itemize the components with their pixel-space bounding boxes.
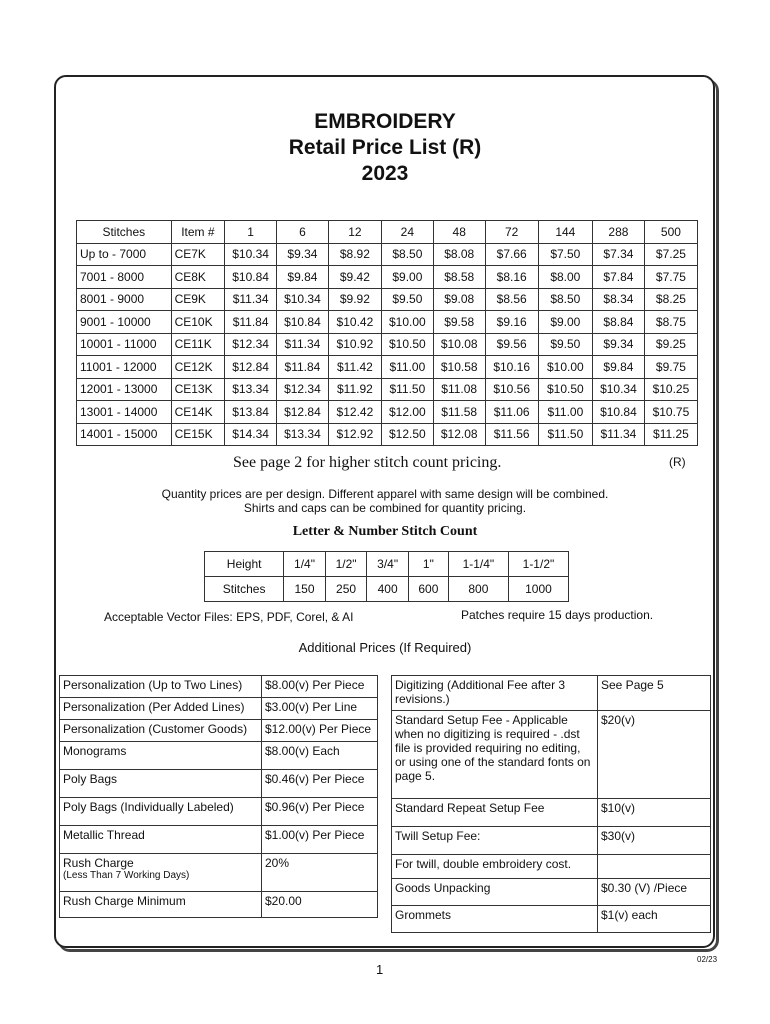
price-cell: $8.75 bbox=[644, 311, 697, 334]
price-item-label: Poly Bags bbox=[60, 770, 262, 798]
price-cell: $10.84 bbox=[593, 401, 645, 424]
price-item-label: Personalization (Up to Two Lines) bbox=[60, 676, 262, 698]
price-cell: $11.08 bbox=[433, 378, 485, 401]
price-cell: CE12K bbox=[171, 356, 225, 379]
price-cell: $11.92 bbox=[328, 378, 381, 401]
price-cell: $11.06 bbox=[485, 401, 538, 424]
table-row bbox=[77, 378, 698, 401]
price-cell: $7.25 bbox=[644, 243, 697, 266]
list-item bbox=[392, 855, 711, 879]
price-cell: $12.42 bbox=[328, 401, 381, 424]
price-cell: $8.92 bbox=[328, 243, 381, 266]
list-item bbox=[392, 879, 711, 906]
price-header-cell: Stitches bbox=[77, 221, 172, 244]
price-cell: $11.84 bbox=[277, 356, 329, 379]
price-cell: $10.00 bbox=[381, 311, 433, 334]
price-cell: $9.50 bbox=[381, 288, 433, 311]
price-cell: $11.34 bbox=[225, 288, 277, 311]
price-cell: $10.84 bbox=[277, 311, 329, 334]
price-cell: $11.56 bbox=[485, 423, 538, 446]
price-item-label: Personalization (Per Added Lines) bbox=[60, 698, 262, 720]
price-cell: $9.56 bbox=[485, 333, 538, 356]
price-cell: $7.75 bbox=[644, 266, 697, 289]
price-item-value: $1.00(v) Per Piece bbox=[262, 826, 378, 854]
price-item-value: $0.46(v) Per Piece bbox=[262, 770, 378, 798]
price-cell: $8.50 bbox=[538, 288, 592, 311]
quantity-note-2: Shirts and caps can be combined for quantity pricing. bbox=[243, 501, 527, 515]
table-row bbox=[77, 288, 698, 311]
rush-charge-label: Rush Charge bbox=[63, 856, 134, 870]
list-item bbox=[392, 676, 711, 711]
price-cell: $8.50 bbox=[381, 243, 433, 266]
price-item-label: Metallic Thread bbox=[60, 826, 262, 854]
price-cell: $8.84 bbox=[593, 311, 645, 334]
table-row bbox=[77, 356, 698, 379]
price-cell: $10.08 bbox=[433, 333, 485, 356]
price-cell: $10.84 bbox=[225, 266, 277, 289]
price-item-label: Twill Setup Fee: bbox=[392, 827, 598, 855]
price-item-label: Digitizing (Additional Fee after 3 revisions.) bbox=[392, 676, 598, 711]
list-item bbox=[60, 720, 378, 742]
price-cell: $10.50 bbox=[538, 378, 592, 401]
price-cell: $11.34 bbox=[593, 423, 645, 446]
price-item-value: $8.00(v) Per Piece bbox=[262, 676, 378, 698]
price-cell: CE14K bbox=[171, 401, 225, 424]
price-cell: $7.84 bbox=[593, 266, 645, 289]
price-header-cell: 1 bbox=[225, 221, 277, 244]
stitch-cell: 3/4" bbox=[367, 552, 409, 577]
price-cell: $11.58 bbox=[433, 401, 485, 424]
stitch-count-table bbox=[204, 551, 569, 602]
price-item-value bbox=[598, 855, 711, 879]
price-cell: $10.34 bbox=[593, 378, 645, 401]
price-cell: CE10K bbox=[171, 311, 225, 334]
table-row bbox=[77, 243, 698, 266]
price-item-label: For twill, double embroidery cost. bbox=[392, 855, 598, 879]
price-cell: $9.34 bbox=[277, 243, 329, 266]
price-cell: $13.34 bbox=[277, 423, 329, 446]
additional-prices-left bbox=[59, 675, 378, 918]
price-cell: $9.92 bbox=[328, 288, 381, 311]
stitch-cell: 1-1/4" bbox=[448, 552, 508, 577]
stitch-cell: 800 bbox=[448, 577, 508, 602]
price-item-value: 20% bbox=[262, 854, 378, 892]
price-item-value: $12.00(v) Per Piece bbox=[262, 720, 378, 742]
price-cell: 7001 - 8000 bbox=[77, 266, 172, 289]
stitch-row bbox=[205, 552, 569, 577]
price-header-row bbox=[77, 221, 698, 244]
price-cell: $8.34 bbox=[593, 288, 645, 311]
price-cell: $10.75 bbox=[644, 401, 697, 424]
price-cell: $9.00 bbox=[381, 266, 433, 289]
price-cell: $10.50 bbox=[381, 333, 433, 356]
price-cell: $8.25 bbox=[644, 288, 697, 311]
stitch-cell: Height bbox=[205, 552, 284, 577]
price-cell: $12.92 bbox=[328, 423, 381, 446]
price-cell: $10.92 bbox=[328, 333, 381, 356]
price-cell: $7.50 bbox=[538, 243, 592, 266]
price-cell: $10.34 bbox=[225, 243, 277, 266]
stitch-cell: 1/2" bbox=[325, 552, 367, 577]
price-cell: CE11K bbox=[171, 333, 225, 356]
price-cell: CE8K bbox=[171, 266, 225, 289]
stitch-cell: 1/4" bbox=[284, 552, 326, 577]
price-cell: $9.16 bbox=[485, 311, 538, 334]
price-cell: CE9K bbox=[171, 288, 225, 311]
price-cell: 14001 - 15000 bbox=[77, 423, 172, 446]
price-cell: $8.16 bbox=[485, 266, 538, 289]
list-item bbox=[392, 711, 711, 799]
price-cell: $9.84 bbox=[593, 356, 645, 379]
vector-files-note: Acceptable Vector Files: EPS, PDF, Corel, & AI bbox=[104, 610, 354, 624]
price-cell: $10.25 bbox=[644, 378, 697, 401]
quantity-note-1: Quantity prices are per design. Different apparel with same design will be combined. bbox=[161, 487, 609, 501]
price-header-cell: 72 bbox=[485, 221, 538, 244]
list-item bbox=[60, 892, 378, 918]
list-item bbox=[60, 770, 378, 798]
table-row bbox=[77, 423, 698, 446]
price-cell: CE7K bbox=[171, 243, 225, 266]
price-item-label: Standard Setup Fee - Applicable when no digitizing is required - .dst file is provided requiring no editing, or using one of the standard fonts on page 5. bbox=[392, 711, 598, 799]
price-cell: $12.34 bbox=[277, 378, 329, 401]
list-item bbox=[60, 798, 378, 826]
price-cell: $12.00 bbox=[381, 401, 433, 424]
price-cell: $8.56 bbox=[485, 288, 538, 311]
price-cell: 13001 - 14000 bbox=[77, 401, 172, 424]
price-cell: $11.50 bbox=[538, 423, 592, 446]
price-cell: $14.34 bbox=[225, 423, 277, 446]
title-line2: Retail Price List (R) bbox=[288, 136, 482, 159]
price-item-value: $8.00(v) Each bbox=[262, 742, 378, 770]
price-item-label bbox=[60, 854, 262, 892]
title-line1: EMBROIDERY bbox=[314, 110, 456, 133]
price-item-label: Goods Unpacking bbox=[392, 879, 598, 906]
stitch-cell: 1-1/2" bbox=[508, 552, 568, 577]
price-cell: $10.42 bbox=[328, 311, 381, 334]
price-item-label: Grommets bbox=[392, 906, 598, 933]
price-cell: 8001 - 9000 bbox=[77, 288, 172, 311]
page-number: 1 bbox=[376, 962, 384, 977]
higher-stitch-note: See page 2 for higher stitch count pricing. bbox=[233, 454, 502, 471]
price-cell: CE15K bbox=[171, 423, 225, 446]
table-row bbox=[77, 311, 698, 334]
price-header-cell: 6 bbox=[277, 221, 329, 244]
price-cell: $9.58 bbox=[433, 311, 485, 334]
additional-prices-right bbox=[391, 675, 711, 933]
title-line3: 2023 bbox=[361, 162, 409, 185]
price-item-value: $10(v) bbox=[598, 799, 711, 827]
price-item-value: See Page 5 bbox=[598, 676, 711, 711]
price-cell: CE13K bbox=[171, 378, 225, 401]
stitch-cell: 150 bbox=[284, 577, 326, 602]
price-cell: $11.25 bbox=[644, 423, 697, 446]
stitch-cell: 1" bbox=[408, 552, 448, 577]
list-item bbox=[60, 854, 378, 892]
letter-heading: Letter & Number Stitch Count bbox=[292, 524, 478, 539]
price-cell: $9.08 bbox=[433, 288, 485, 311]
price-item-value: $0.30 (V) /Piece bbox=[598, 879, 711, 906]
price-cell: $10.34 bbox=[277, 288, 329, 311]
price-cell: $10.16 bbox=[485, 356, 538, 379]
price-cell: $11.00 bbox=[538, 401, 592, 424]
stitch-cell: Stitches bbox=[205, 577, 284, 602]
table-row bbox=[77, 401, 698, 424]
list-item bbox=[392, 906, 711, 933]
price-cell: $13.84 bbox=[225, 401, 277, 424]
price-cell: $9.75 bbox=[644, 356, 697, 379]
stitch-cell: 600 bbox=[408, 577, 448, 602]
price-item-label: Poly Bags (Individually Labeled) bbox=[60, 798, 262, 826]
price-header-cell: 288 bbox=[593, 221, 645, 244]
price-cell: $8.08 bbox=[433, 243, 485, 266]
price-item-label: Standard Repeat Setup Fee bbox=[392, 799, 598, 827]
rush-charge-sub: (Less Than 7 Working Days) bbox=[63, 870, 190, 881]
stitch-cell: 250 bbox=[325, 577, 367, 602]
stitch-cell: 1000 bbox=[508, 577, 568, 602]
price-cell: 12001 - 13000 bbox=[77, 378, 172, 401]
stitch-cell: 400 bbox=[367, 577, 409, 602]
table-row bbox=[77, 266, 698, 289]
price-cell: $8.58 bbox=[433, 266, 485, 289]
price-header-cell: 144 bbox=[538, 221, 592, 244]
price-cell: 10001 - 11000 bbox=[77, 333, 172, 356]
price-cell: $9.42 bbox=[328, 266, 381, 289]
additional-heading: Additional Prices (If Required) bbox=[298, 640, 472, 655]
price-cell: $12.84 bbox=[277, 401, 329, 424]
list-item bbox=[60, 698, 378, 720]
price-cell: $9.25 bbox=[644, 333, 697, 356]
price-cell: $12.34 bbox=[225, 333, 277, 356]
r-mark: (R) bbox=[669, 455, 686, 469]
price-cell: $8.00 bbox=[538, 266, 592, 289]
price-cell: $10.58 bbox=[433, 356, 485, 379]
price-header-cell: 24 bbox=[381, 221, 433, 244]
price-item-label: Rush Charge Minimum bbox=[60, 892, 262, 918]
list-item bbox=[60, 676, 378, 698]
price-cell: $12.50 bbox=[381, 423, 433, 446]
price-cell: $9.50 bbox=[538, 333, 592, 356]
table-row bbox=[77, 333, 698, 356]
price-table bbox=[76, 220, 698, 446]
price-cell: $13.34 bbox=[225, 378, 277, 401]
price-cell: $9.34 bbox=[593, 333, 645, 356]
patches-note: Patches require 15 days production. bbox=[461, 608, 654, 622]
list-item bbox=[392, 799, 711, 827]
price-header-cell: 12 bbox=[328, 221, 381, 244]
price-cell: $10.00 bbox=[538, 356, 592, 379]
price-item-value: $30(v) bbox=[598, 827, 711, 855]
price-item-value: $0.96(v) Per Piece bbox=[262, 798, 378, 826]
price-cell: $11.42 bbox=[328, 356, 381, 379]
price-cell: $12.08 bbox=[433, 423, 485, 446]
price-cell: $11.50 bbox=[381, 378, 433, 401]
price-cell: $11.84 bbox=[225, 311, 277, 334]
price-cell: 11001 - 12000 bbox=[77, 356, 172, 379]
price-cell: $12.84 bbox=[225, 356, 277, 379]
price-item-value: $3.00(v) Per Line bbox=[262, 698, 378, 720]
price-cell: 9001 - 10000 bbox=[77, 311, 172, 334]
price-cell: $10.56 bbox=[485, 378, 538, 401]
price-item-value: $1(v) each bbox=[598, 906, 711, 933]
price-header-cell: 500 bbox=[644, 221, 697, 244]
list-item bbox=[60, 826, 378, 854]
price-item-value: $20(v) bbox=[598, 711, 711, 799]
price-cell: $11.34 bbox=[277, 333, 329, 356]
price-item-label: Personalization (Customer Goods) bbox=[60, 720, 262, 742]
price-cell: $9.84 bbox=[277, 266, 329, 289]
price-header-cell: Item # bbox=[171, 221, 225, 244]
price-item-value: $20.00 bbox=[262, 892, 378, 918]
price-header-cell: 48 bbox=[433, 221, 485, 244]
price-cell: $9.00 bbox=[538, 311, 592, 334]
price-item-label: Monograms bbox=[60, 742, 262, 770]
stitch-row bbox=[205, 577, 569, 602]
price-cell: $7.34 bbox=[593, 243, 645, 266]
price-cell: $7.66 bbox=[485, 243, 538, 266]
list-item bbox=[60, 742, 378, 770]
list-item bbox=[392, 827, 711, 855]
price-cell: $11.00 bbox=[381, 356, 433, 379]
revision-date: 02/23 bbox=[697, 955, 718, 964]
price-cell: Up to - 7000 bbox=[77, 243, 172, 266]
